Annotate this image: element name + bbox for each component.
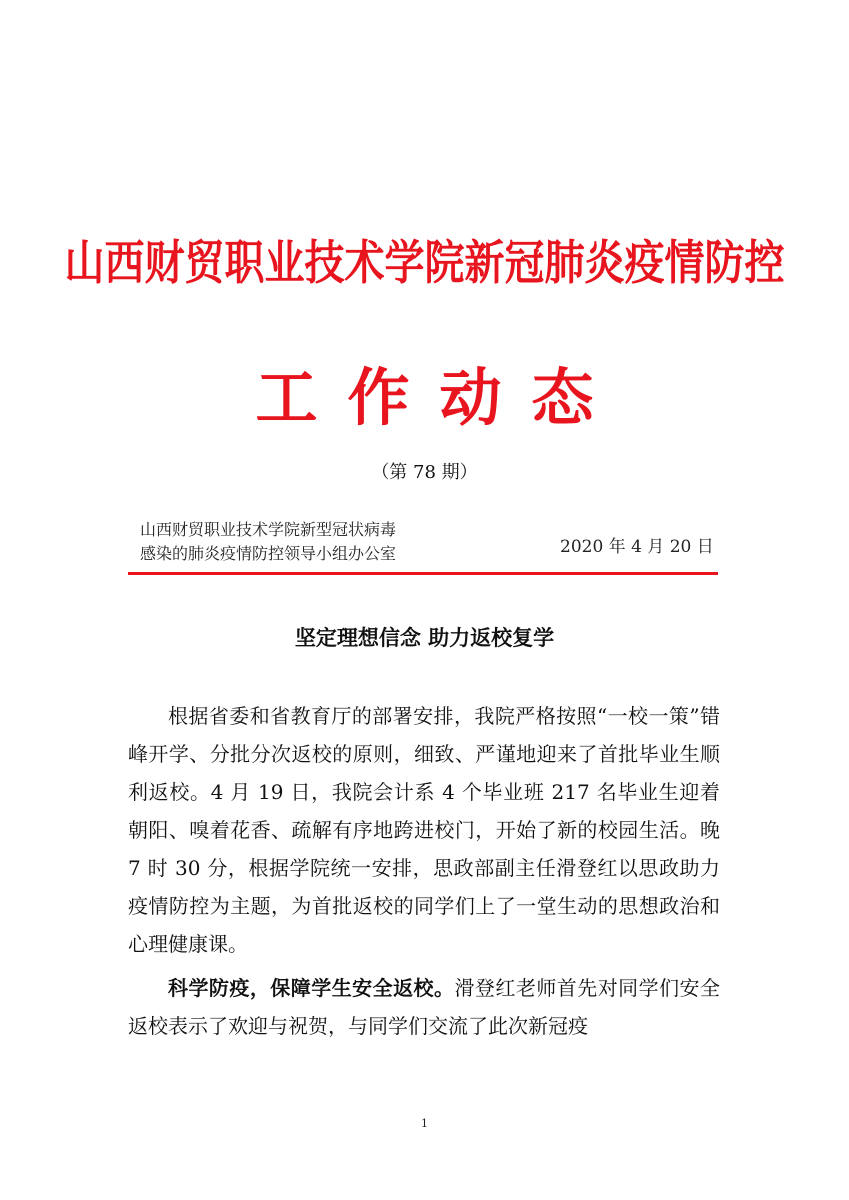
header-divider <box>128 572 718 575</box>
issuer-line-2: 感染的肺炎疫情防控领导小组办公室 <box>140 544 397 563</box>
paragraph-2-text: 滑登红老师首先对同学们安全返校表示了欢迎与祝贺，与同学们交流了此次新冠疫 <box>128 976 721 1038</box>
masthead-subtitle: 工作动态 <box>255 361 624 434</box>
masthead-title: 山西财贸职业技术学院新冠肺炎疫情防控 <box>64 236 785 291</box>
article-title: 坚定理想信念 助力返校复学 <box>294 626 555 650</box>
paragraph-2-lead: 科学防疫，保障学生安全返校。 <box>168 976 455 1000</box>
paragraph-1: 根据省委和省教育厅的部署安排，我院严格按照“一校一策”错峰开学、分批分次返校的原则，细致、严谨地迎来了首批毕业生顺利返校。4 月 19 日，我院会计系 4 个毕业班 217 名毕业生迎着朝阳、嗅着花香、疏解有序地跨进校门，开始了新的校园生活。晚 7 时 30 分，根据学院统一安排，思政部副主任滑登红以思政助力疫情防控为主题，为首批返校的同学们上了一堂生动的思想政治和心理健康课。 <box>128 704 720 956</box>
issuer-line-1: 山西财贸职业技术学院新型冠状病毒 <box>140 520 397 539</box>
paragraph-2 <box>128 969 720 1045</box>
page-number: 1 <box>421 1117 428 1130</box>
issuer-block <box>140 518 396 566</box>
issue-date: 2020 年 4 月 20 日 <box>560 537 714 557</box>
issue-number: （第 78 期） <box>371 462 478 483</box>
article-body <box>128 697 720 1045</box>
